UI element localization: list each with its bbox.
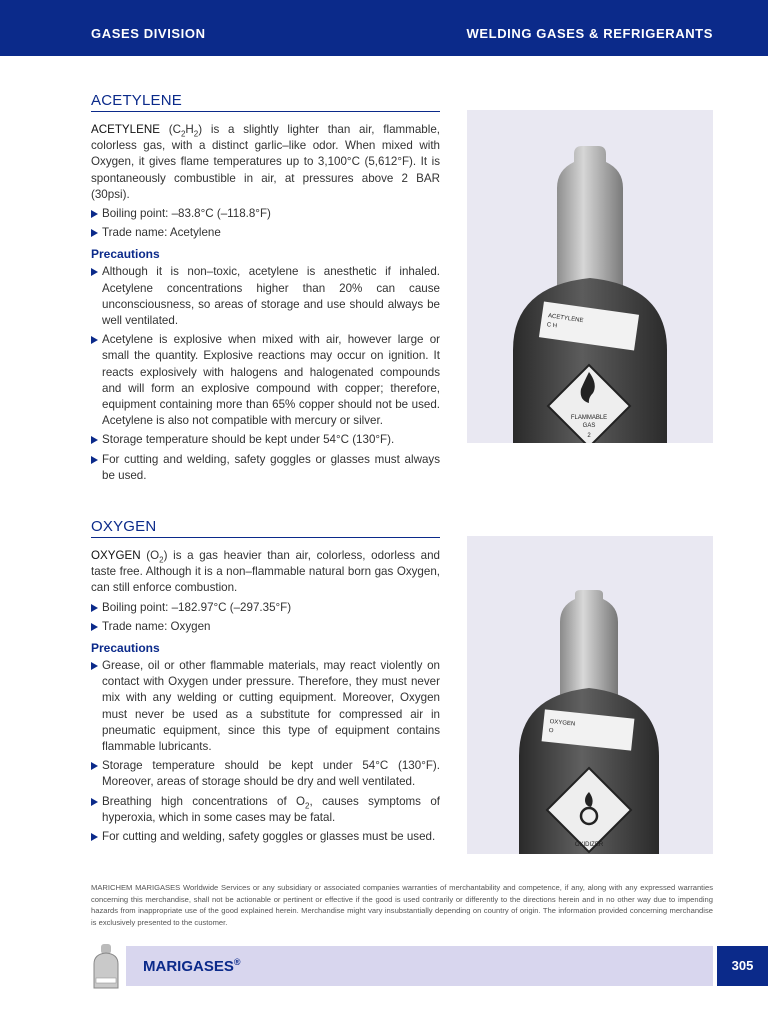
precaution-text: Acetylene is explosive when mixed with air, however large or small the quantity. Explosive reactions may occur on ignition. It reacts explosively with halogens and halogenated compounds and will form an explosive compound with copper; therefore, equipment containing more than 65% copper should not be used. Acetylene is also not compatible with mercury or silver. (102, 333, 440, 428)
list-item (91, 432, 440, 448)
label-name-text: ACETYLENE (547, 313, 584, 325)
fact-text: Boiling point: –83.8°C (–118.8°F) (102, 207, 271, 221)
placard-text: GAS (582, 423, 596, 429)
precaution-text: Storage temperature should be kept under 54°C (130°F). (102, 433, 395, 447)
bullet-icon (91, 456, 98, 464)
bullet-icon (91, 623, 98, 631)
list-item (91, 794, 440, 826)
cylinder-cap (557, 146, 623, 300)
fact-text: Trade name: Acetylene (102, 226, 221, 240)
oxygen-precautions (91, 658, 440, 845)
cylinder-logo-icon (88, 942, 124, 990)
oxygen-intro-term: OXYGEN (91, 549, 141, 562)
acetylene-precautions-title: Precautions (91, 247, 160, 262)
list-item (91, 452, 440, 484)
fact-text: Boiling point: –182.97°C (–297.35°F) (102, 600, 292, 614)
precaution-text: For cutting and welding, safety goggles or glasses must be used. (102, 830, 436, 844)
oxygen-precautions-title: Precautions (91, 641, 160, 656)
oxygen-title: OXYGEN (91, 518, 440, 538)
formula-part: (C (168, 123, 181, 136)
label-name-text: OXYGEN (549, 718, 576, 728)
list-item (91, 332, 440, 429)
list-item (91, 264, 440, 329)
bullet-icon (91, 336, 98, 344)
footer-bar (126, 946, 713, 986)
bullet-icon (91, 798, 98, 806)
bullet-icon (91, 268, 98, 276)
formula-part: ) (198, 123, 203, 136)
header-division: GASES DIVISION (91, 26, 206, 41)
bullet-icon (91, 762, 98, 770)
list-item (91, 206, 440, 222)
list-item (91, 619, 440, 635)
formula-subscript: 2 (305, 800, 310, 810)
list-item (91, 600, 440, 616)
page-number: 305 (717, 946, 768, 986)
fact-text: Trade name: Oxygen (102, 619, 211, 633)
oxygen-section (91, 518, 440, 845)
footer-brand (143, 957, 240, 975)
acetylene-intro-text: is a slightly lighter than air, flammable, colorless gas, with a distinct garlic–like odor. When mixed with Oxygen, it gives flame temperatures up to 3,100°C (5,612°F). It is spontaneously combustible in air, at pressures above 2 BAR (30psi). (91, 123, 440, 201)
acetylene-title: ACETYLENE (91, 92, 440, 112)
precaution-text: For cutting and welding, safety goggles or glasses must always be used. (102, 452, 440, 482)
placard-class: 2 (587, 433, 591, 439)
bullet-icon (91, 210, 98, 218)
formula-subscript: 2 (193, 129, 199, 139)
acetylene-cylinder-photo (467, 110, 713, 443)
formula-subscript: 2 (159, 555, 164, 565)
list-item (91, 758, 440, 790)
acetylene-intro-term: ACETYLENE (91, 123, 160, 136)
bullet-icon (91, 229, 98, 237)
oxygen-intro (91, 548, 440, 597)
placard-text: FLAMMABLE (570, 415, 608, 421)
registered-mark: ® (233, 957, 241, 967)
oxygen-cylinder-photo (467, 536, 713, 854)
acetylene-section (91, 92, 440, 484)
label-formula-text: C H (546, 322, 558, 330)
oxygen-intro-text: is a gas heavier than air, colorless, odorless and taste free. Although it is a non–flammable natural born gas Oxygen, can still enforce combustion. (91, 549, 440, 595)
label-formula-text: O (548, 727, 554, 735)
acetylene-precautions (91, 264, 440, 484)
placard-text: OXIDIZER (574, 842, 604, 848)
formula-part: H (185, 123, 194, 136)
bullet-icon (91, 833, 98, 841)
formula-part: (O (146, 549, 160, 562)
bullet-icon (91, 604, 98, 612)
disclaimer-text: MARICHEM MARIGASES Worldwide Services or any subsidiary or associated companies warranties of merchantability and competence, if any, along with any expressed warranties concerning this merchandise, shall not be actionable or pertinent or effective if the good is used contrarily or differently to the directions herein and in no other way due to impending hazards from inappropriate use of the good explained herein. Merchandise might vary insubstantially depending on country of origin. The information provided concerning merchandise is exclusively presented to the customer. (91, 883, 713, 927)
list-item (91, 658, 440, 755)
bullet-icon (91, 662, 98, 670)
oxygen-facts (91, 600, 440, 635)
precaution-text: Although it is non–toxic, acetylene is anesthetic if inhaled. Acetylene concentrations higher than 20% can cause unconsciousness, so areas of storage and use should always be well ventilated. (102, 265, 440, 328)
formula-subscript: 2 (180, 129, 186, 139)
precaution-text: , causes symptoms of hyperoxia, which in some cases may be fatal. (102, 794, 440, 824)
acetylene-facts (91, 206, 440, 241)
cylinder-cap (560, 590, 618, 704)
header-category: WELDING GASES & REFRIGERANTS (466, 26, 713, 41)
precaution-text: Breathing high concentrations of O (102, 794, 306, 808)
precaution-text: Grease, oil or other flammable materials, may react violently on contact with Oxygen under pressure. Therefore, they must never mix with any welding or cutting equipment. Moreover, Oxygen must never be used as a substitute for compressed air in pneumatic equipment, since this type of equipment contains flammable lubricants. (102, 659, 440, 754)
brand-name: MARIGASES (143, 958, 234, 975)
acetylene-intro (91, 122, 440, 203)
bullet-icon (91, 436, 98, 444)
header-bar (0, 0, 768, 56)
list-item (91, 225, 440, 241)
list-item (91, 829, 440, 845)
precaution-text: Storage temperature should be kept under 54°C (130°F). Moreover, areas of storage should be dry and well ventilated. (102, 759, 440, 789)
formula-part: ) (163, 549, 168, 562)
